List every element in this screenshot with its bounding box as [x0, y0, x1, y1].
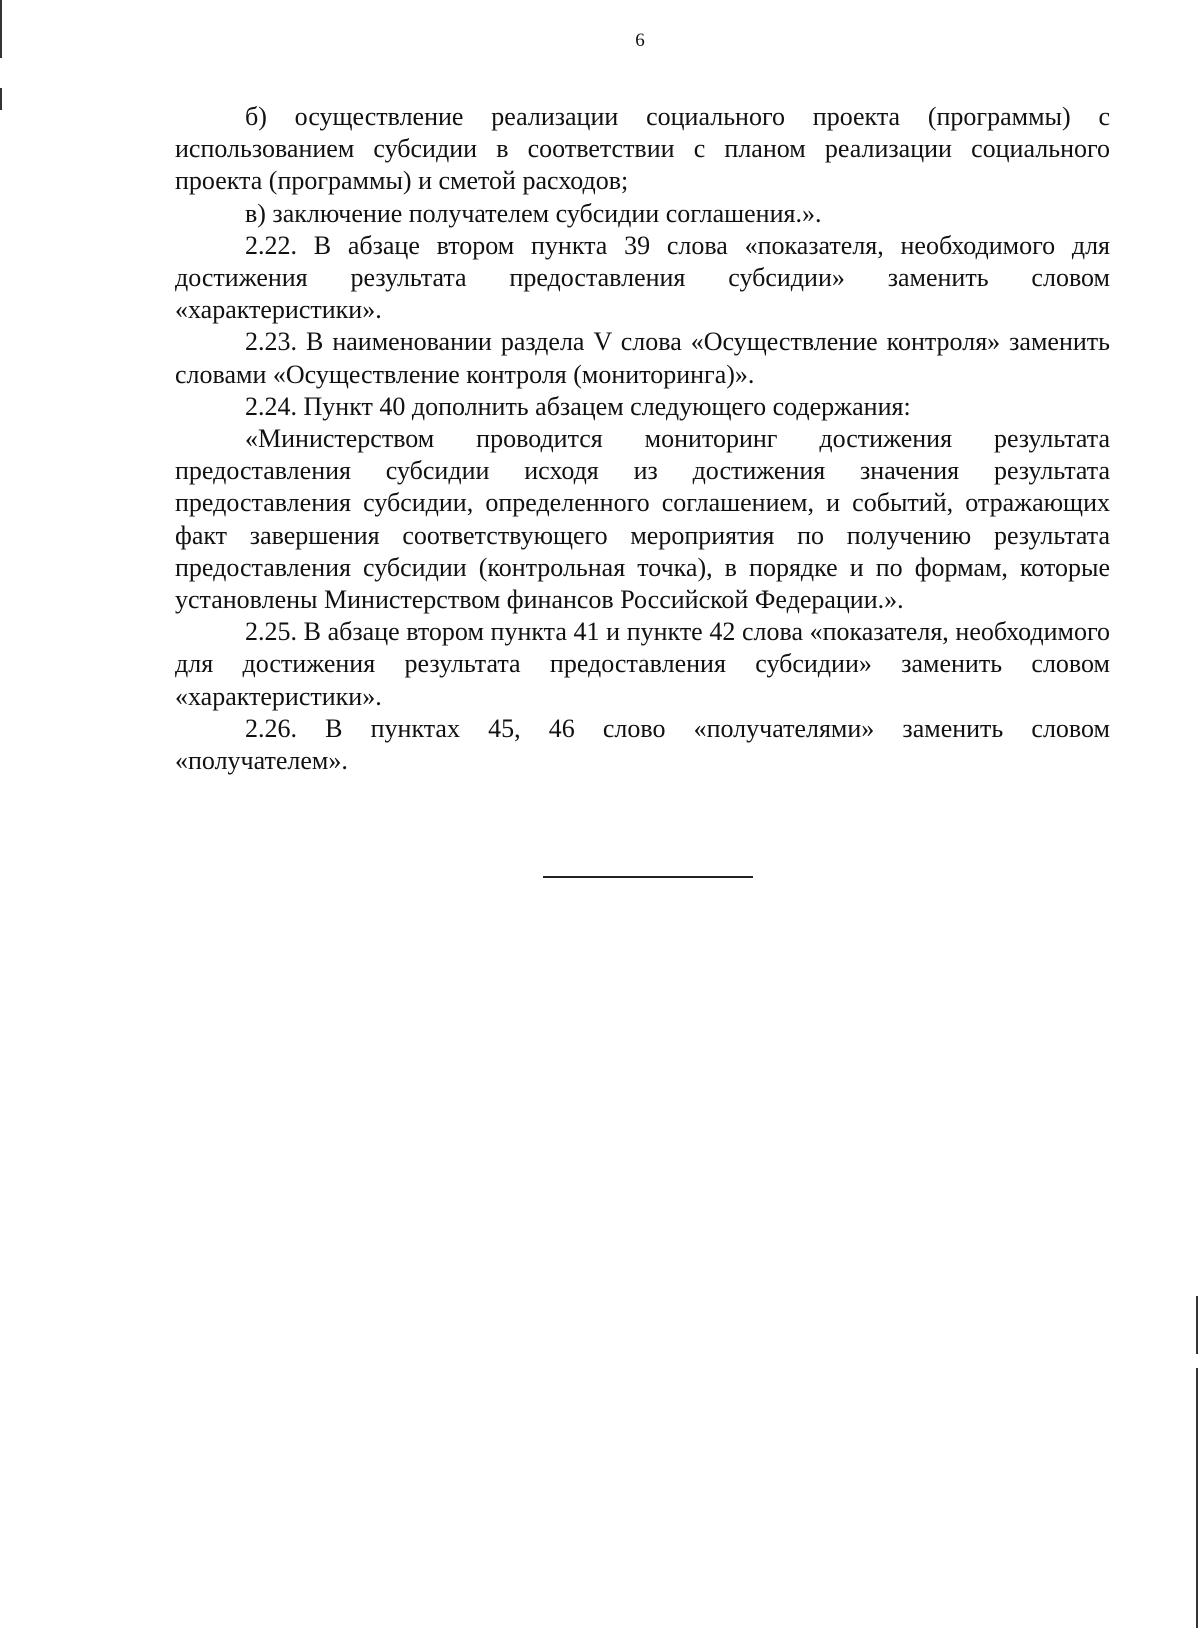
paragraph: 2.25. В абзаце втором пункта 41 и пункте 42 слова «показателя, необходимого для достижения результата предоставления субсидии» заменить словом «характеристики».	[175, 617, 1110, 711]
document-body	[175, 101, 1110, 777]
paragraph: в) заключение получателем субсидии соглашения.».	[245, 198, 822, 228]
paragraph: б) осуществление реализации социального проекта (программы) с использованием субсидии в соответствии с планом реализации социального проекта (программы) и сметой расходов;	[175, 102, 1110, 196]
paragraph: 2.22. В абзаце втором пункта 39 слова «показателя, необходимого для достижения результата предоставления субсидии» заменить словом «характеристики».	[175, 230, 1110, 325]
page-number: 6	[635, 30, 645, 51]
scan-edge-mark	[1196, 1368, 1198, 1628]
paragraph: 2.23. В наименовании раздела V слова «Осуществление контроля» заменить словами «Осуществление контроля (мониторинга)».	[175, 327, 1110, 389]
paragraph: «Министерством проводится мониторинг достижения результата предоставления субсидии исходя из достижения значения результата предоставления субсидии, определенного соглашением, и событий, отражающих факт завершения соответствующего мероприятия по получению результата предоставления субсидии (контрольная точка), в порядке и по формам, которые установлены Министерством финансов Российской Федерации.».	[175, 424, 1110, 615]
end-of-document-line	[543, 876, 753, 878]
scan-edge-mark	[0, 88, 2, 110]
scan-edge-mark	[1196, 1296, 1198, 1354]
paragraph: 2.24. Пункт 40 дополнить абзацем следующего содержания:	[245, 391, 911, 421]
paragraph: 2.26. В пунктах 45, 46 слово «получателями» заменить словом «получателем».	[175, 713, 1110, 776]
